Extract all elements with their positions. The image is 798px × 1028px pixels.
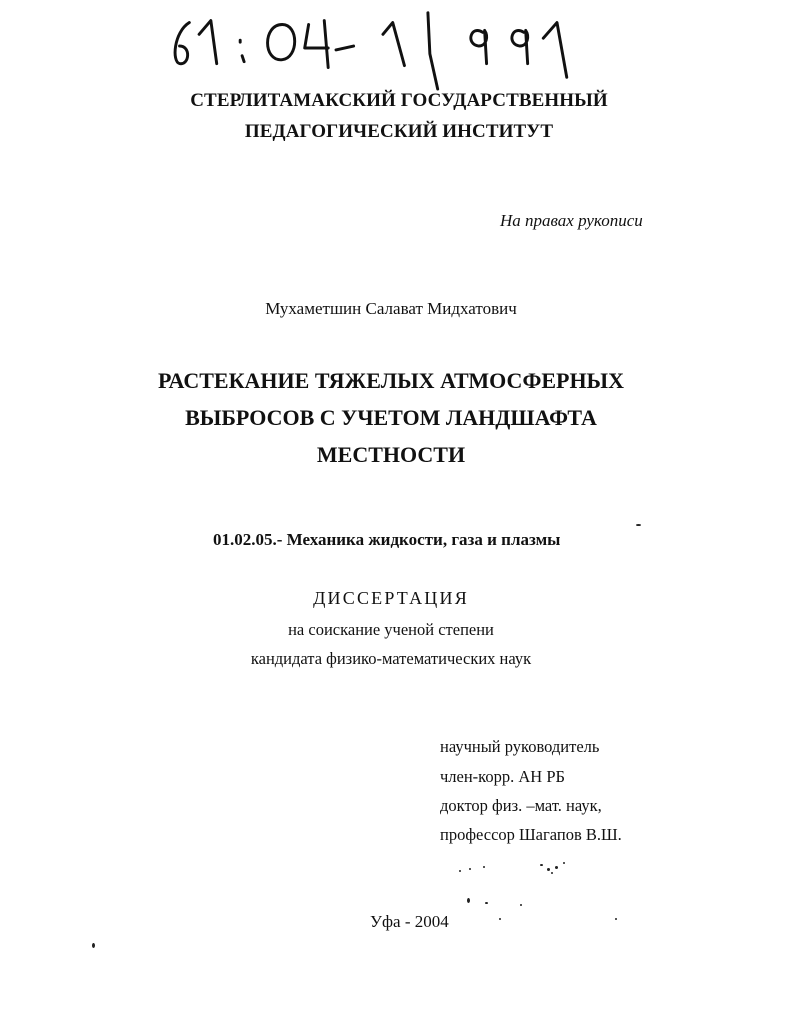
document-type-label: ДИССЕРТАЦИЯ: [313, 588, 469, 608]
margin-speck: [92, 943, 95, 948]
specialty-code: 01.02.05.- Механика жидкости, газа и плазмы: [213, 530, 561, 549]
institution-line-1: СТЕРЛИТАМАКСКИЙ ГОСУДАРСТВЕННЫЙ: [190, 90, 608, 111]
degree-line-1: на соискание ученой степени: [288, 620, 494, 639]
city-year: Уфа - 2004: [370, 912, 449, 931]
handwritten-code-drawing: [160, 2, 600, 92]
supervisor-line-3: доктор физ. –мат. наук,: [440, 796, 602, 815]
author-name: Мухаметшин Салават Мидхатович: [265, 299, 517, 318]
title-line-2: ВЫБРОСОВ С УЧЕТОМ ЛАНДШАФТА: [185, 405, 597, 430]
scan-speck: [636, 524, 641, 526]
title-line-3: МЕСТНОСТИ: [316, 442, 466, 467]
degree-line-2: кандидата физико-математических наук: [250, 649, 532, 668]
rights-note: На правах рукописи: [500, 211, 643, 230]
supervisor-line-2: член-корр. АН РБ: [440, 767, 565, 786]
handwritten-archive-code: [160, 2, 600, 92]
institution-line-2: ПЕДАГОГИЧЕСКИЙ ИНСТИТУТ: [244, 121, 554, 142]
supervisor-line-4: профессор Шагапов В.Ш.: [440, 825, 622, 844]
supervisor-line-1: научный руководитель: [440, 737, 600, 756]
faded-stamp: [455, 858, 625, 938]
title-line-1: РАСТЕКАНИЕ ТЯЖЕЛЫХ АТМОСФЕРНЫХ: [157, 368, 625, 393]
